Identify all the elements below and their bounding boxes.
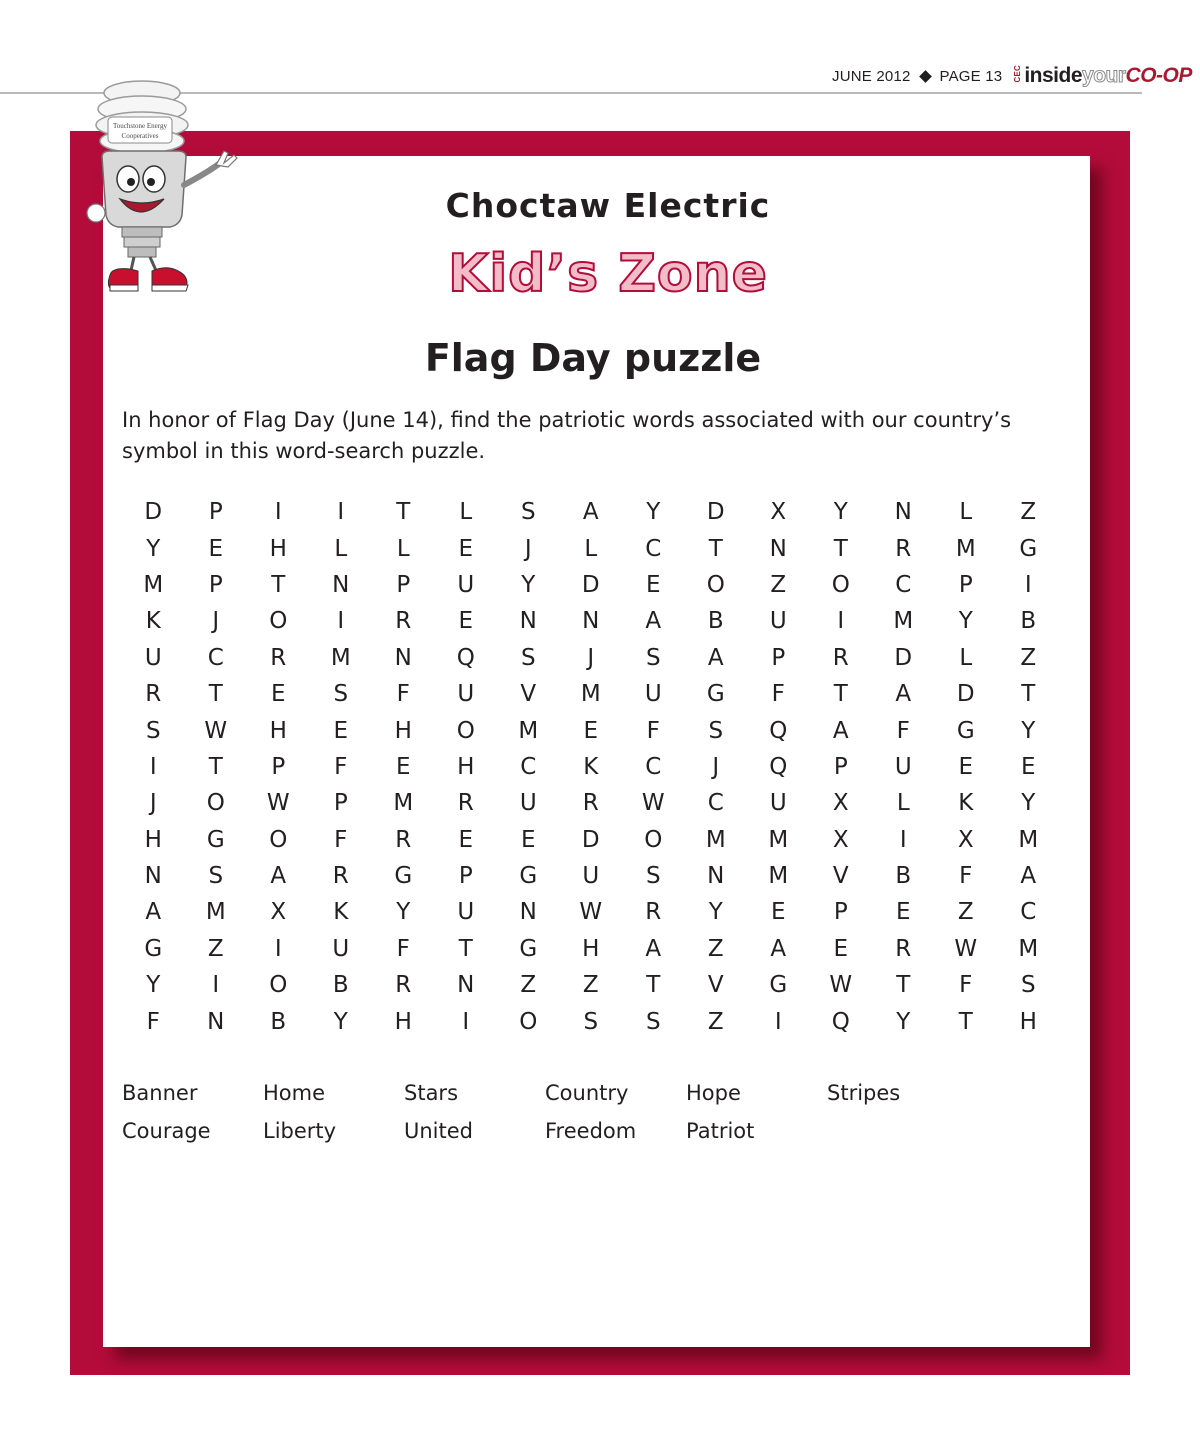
grid-letter: X xyxy=(270,899,287,926)
grid-letter: D xyxy=(956,681,975,708)
grid-letter: M xyxy=(580,681,601,708)
grid-letter: Y xyxy=(1021,790,1036,817)
grid-letter: W xyxy=(954,935,978,962)
grid-letter: Y xyxy=(396,899,411,926)
word-list-item: Stars xyxy=(404,1081,459,1105)
grid-letter: S xyxy=(645,644,661,671)
grid-letter: E xyxy=(1020,753,1036,780)
grid-letter: U xyxy=(769,790,787,817)
grid-letter: T xyxy=(896,972,911,999)
grid-letter: W xyxy=(266,790,290,817)
grid-letter: U xyxy=(457,571,475,598)
grid-letter: B xyxy=(1020,608,1037,635)
grid-letter: E xyxy=(458,535,474,562)
logo-cec: CEC xyxy=(1013,64,1023,82)
grid-letter: S xyxy=(645,863,661,890)
grid-letter: I xyxy=(212,972,220,999)
lightbulb-mascot-icon xyxy=(80,75,240,310)
grid-letter: Y xyxy=(646,499,661,526)
grid-letter: C xyxy=(707,790,724,817)
grid-letter: H xyxy=(457,753,475,780)
grid-letter: N xyxy=(519,899,537,926)
word-list-item: Hope xyxy=(686,1081,741,1105)
grid-letter: G xyxy=(144,935,163,962)
word-list-item: United xyxy=(404,1119,473,1143)
grid-letter: D xyxy=(706,499,725,526)
grid-letter: N xyxy=(707,863,725,890)
grid-letter: Y xyxy=(896,1008,911,1035)
grid-letter: E xyxy=(458,608,474,635)
grid-letter: T xyxy=(833,681,848,708)
grid-letter: M xyxy=(705,826,726,853)
grid-letter: J xyxy=(712,753,720,780)
grid-letter: X xyxy=(957,826,974,853)
grid-letter: O xyxy=(206,790,225,817)
grid-letter: E xyxy=(520,826,536,853)
grid-letter: S xyxy=(583,1008,599,1035)
grid-letter: O xyxy=(456,717,475,744)
grid-letter: V xyxy=(707,972,724,999)
grid-letter: E xyxy=(583,717,599,744)
grid-letter: P xyxy=(833,899,848,926)
grid-letter: M xyxy=(330,644,351,671)
grid-letter: R xyxy=(145,681,162,708)
grid-letter: H xyxy=(269,717,287,744)
grid-letter: G xyxy=(519,935,538,962)
grid-letter: K xyxy=(583,753,599,780)
grid-letter: B xyxy=(707,608,724,635)
grid-letter: K xyxy=(145,608,161,635)
grid-letter: T xyxy=(271,571,286,598)
grid-letter: C xyxy=(895,571,912,598)
diamond-icon xyxy=(919,70,932,83)
grid-letter: G xyxy=(206,826,225,853)
grid-letter: F xyxy=(396,935,410,962)
grid-letter: O xyxy=(644,826,663,853)
grid-letter: Y xyxy=(708,899,723,926)
grid-letter: U xyxy=(457,899,475,926)
grid-letter: L xyxy=(959,644,973,671)
grid-letter: R xyxy=(270,644,287,671)
word-list-item: Country xyxy=(545,1081,629,1105)
grid-letter: Z xyxy=(770,571,787,598)
grid-letter: H xyxy=(1019,1008,1037,1035)
grid-letter: M xyxy=(1018,826,1039,853)
grid-letter: M xyxy=(768,826,789,853)
grid-letter: O xyxy=(831,571,850,598)
grid-letter: P xyxy=(958,571,973,598)
grid-letter: H xyxy=(269,535,287,562)
word-search-grid xyxy=(122,494,1060,1040)
grid-letter: S xyxy=(520,644,536,671)
grid-letter: J xyxy=(524,535,532,562)
grid-letter: F xyxy=(334,753,348,780)
grid-letter: U xyxy=(457,681,475,708)
grid-letter: N xyxy=(332,571,350,598)
grid-letter: R xyxy=(395,608,412,635)
mascot-brand-line2: Cooperatives xyxy=(121,132,159,140)
grid-letter: L xyxy=(896,790,910,817)
grid-letter: N xyxy=(144,863,162,890)
grid-letter: E xyxy=(895,899,911,926)
grid-letter: A xyxy=(145,899,162,926)
grid-letter: I xyxy=(774,1008,782,1035)
grid-letter: E xyxy=(395,753,411,780)
grid-letter: N xyxy=(394,644,412,671)
grid-letter: M xyxy=(768,863,789,890)
grid-letter: M xyxy=(205,899,226,926)
grid-letter: F xyxy=(396,681,410,708)
grid-letter: Z xyxy=(520,972,537,999)
grid-letter: Z xyxy=(707,935,724,962)
grid-letter: E xyxy=(645,571,661,598)
logo-coop: CO-OP xyxy=(1125,64,1192,87)
grid-letter: B xyxy=(270,1008,287,1035)
grid-letter: M xyxy=(1018,935,1039,962)
grid-letter: C xyxy=(645,535,662,562)
grid-letter: G xyxy=(706,681,725,708)
grid-letter: I xyxy=(337,499,345,526)
grid-letter: I xyxy=(337,608,345,635)
grid-letter: Q xyxy=(831,1008,850,1035)
grid-letter: T xyxy=(833,535,848,562)
grid-letter: F xyxy=(896,717,910,744)
grid-letter: D xyxy=(894,644,913,671)
grid-letter: F xyxy=(959,972,973,999)
grid-letter: M xyxy=(893,608,914,635)
word-list-item: Patriot xyxy=(686,1119,755,1143)
logo-your: your xyxy=(1082,64,1126,87)
publication-logo xyxy=(1014,64,1192,88)
grid-letter: I xyxy=(1024,571,1032,598)
grid-letter: S xyxy=(1020,972,1036,999)
grid-letter: J xyxy=(587,644,595,671)
grid-letter: A xyxy=(270,863,287,890)
grid-letter: A xyxy=(770,935,787,962)
grid-letter: Y xyxy=(1021,717,1036,744)
grid-letter: S xyxy=(145,717,161,744)
grid-letter: Q xyxy=(769,717,788,744)
word-list-item: Home xyxy=(263,1081,326,1105)
grid-letter: O xyxy=(269,972,288,999)
page-header xyxy=(832,64,1192,88)
grid-letter: N xyxy=(519,608,537,635)
grid-letter: A xyxy=(582,499,599,526)
grid-letter: R xyxy=(457,790,474,817)
grid-letter: V xyxy=(832,863,849,890)
grid-letter: R xyxy=(895,935,912,962)
word-list-item: Freedom xyxy=(545,1119,637,1143)
grid-letter: I xyxy=(274,499,282,526)
grid-letter: T xyxy=(208,681,223,708)
grid-letter: T xyxy=(458,935,473,962)
grid-letter: L xyxy=(459,499,473,526)
grid-letter: T xyxy=(396,499,411,526)
grid-letter: P xyxy=(208,499,223,526)
grid-letter: Z xyxy=(1020,644,1037,671)
grid-letter: T xyxy=(646,972,661,999)
grid-letter: A xyxy=(707,644,724,671)
grid-letter: Y xyxy=(333,1008,348,1035)
grid-letter: H xyxy=(394,1008,412,1035)
grid-letter: B xyxy=(895,863,912,890)
grid-letter: D xyxy=(581,826,600,853)
grid-letter: A xyxy=(895,681,912,708)
grid-letter: E xyxy=(958,753,974,780)
grid-letter: D xyxy=(581,571,600,598)
logo-inside: inside xyxy=(1024,64,1083,87)
grid-letter: S xyxy=(645,1008,661,1035)
grid-letter: O xyxy=(269,826,288,853)
grid-letter: C xyxy=(520,753,537,780)
grid-letter: I xyxy=(462,1008,470,1035)
grid-letter: U xyxy=(144,644,162,671)
grid-letter: U xyxy=(582,863,600,890)
issue-date: JUNE 2012 xyxy=(832,67,911,85)
grid-letter: R xyxy=(895,535,912,562)
grid-letter: M xyxy=(143,571,164,598)
grid-letter: U xyxy=(644,681,662,708)
grid-letter: X xyxy=(832,790,849,817)
cooperative-name: Choctaw Electric xyxy=(445,186,771,225)
grid-letter: F xyxy=(959,863,973,890)
grid-letter: E xyxy=(458,826,474,853)
grid-letter: X xyxy=(770,499,787,526)
grid-letter: P xyxy=(833,753,848,780)
grid-letter: U xyxy=(769,608,787,635)
grid-letter: W xyxy=(579,899,603,926)
grid-letter: L xyxy=(584,535,598,562)
grid-letter: W xyxy=(204,717,228,744)
grid-letter: Z xyxy=(957,899,974,926)
grid-letter: F xyxy=(146,1008,160,1035)
grid-letter: L xyxy=(396,535,410,562)
grid-letter: A xyxy=(832,717,849,744)
grid-letter: L xyxy=(334,535,348,562)
word-list-item: Courage xyxy=(122,1119,211,1143)
grid-letter: E xyxy=(208,535,224,562)
grid-letter: P xyxy=(396,571,411,598)
grid-letter: I xyxy=(149,753,157,780)
grid-letter: W xyxy=(829,972,853,999)
grid-letter: T xyxy=(708,535,723,562)
grid-letter: M xyxy=(393,790,414,817)
grid-letter: D xyxy=(144,499,163,526)
word-list-item: Stripes xyxy=(827,1081,901,1105)
grid-letter: M xyxy=(955,535,976,562)
grid-letter: A xyxy=(645,935,662,962)
grid-letter: I xyxy=(837,608,845,635)
grid-letter: Y xyxy=(146,972,161,999)
grid-letter: K xyxy=(333,899,349,926)
grid-letter: E xyxy=(333,717,349,744)
grid-letter: E xyxy=(833,935,849,962)
grid-letter: X xyxy=(832,826,849,853)
grid-letter: C xyxy=(645,753,662,780)
grid-letter: N xyxy=(207,1008,225,1035)
grid-letter: Y xyxy=(833,499,848,526)
grid-letter: R xyxy=(645,899,662,926)
mascot-brand-line1: Touchstone Energy xyxy=(112,122,168,130)
grid-letter: G xyxy=(394,863,413,890)
grid-letter: P xyxy=(333,790,348,817)
grid-letter: R xyxy=(832,644,849,671)
grid-letter: O xyxy=(706,571,725,598)
grid-letter: Y xyxy=(146,535,161,562)
grid-letter: P xyxy=(771,644,786,671)
grid-letter: I xyxy=(274,935,282,962)
grid-letter: G xyxy=(769,972,788,999)
grid-letter: N xyxy=(582,608,600,635)
grid-letter: F xyxy=(771,681,785,708)
grid-letter: J xyxy=(149,790,157,817)
puzzle-title: Flag Day puzzle xyxy=(424,336,762,380)
grid-letter: R xyxy=(582,790,599,817)
grid-letter: S xyxy=(333,681,349,708)
grid-letter: O xyxy=(269,608,288,635)
page-number: PAGE 13 xyxy=(939,67,1003,85)
grid-letter: Z xyxy=(1020,499,1037,526)
grid-letter: R xyxy=(395,826,412,853)
grid-letter: P xyxy=(208,571,223,598)
grid-letter: U xyxy=(332,935,350,962)
grid-letter: Z xyxy=(582,972,599,999)
grid-letter: T xyxy=(1021,681,1036,708)
grid-letter: C xyxy=(207,644,224,671)
grid-letter: H xyxy=(582,935,600,962)
grid-letter: A xyxy=(645,608,662,635)
grid-letter: A xyxy=(1020,863,1037,890)
grid-letter: J xyxy=(212,608,220,635)
grid-letter: N xyxy=(457,972,475,999)
grid-letter: K xyxy=(958,790,974,817)
grid-letter: M xyxy=(518,717,539,744)
grid-letter: S xyxy=(208,863,224,890)
grid-letter: B xyxy=(332,972,349,999)
grid-letter: N xyxy=(894,499,912,526)
grid-letter: V xyxy=(520,681,537,708)
grid-letter: Y xyxy=(521,571,536,598)
grid-letter: R xyxy=(332,863,349,890)
grid-letter: P xyxy=(271,753,286,780)
grid-letter: G xyxy=(956,717,975,744)
grid-letter: H xyxy=(144,826,162,853)
puzzle-intro: In honor of Flag Day (June 14), find the patriotic words associated with our country’s symbol in this word-search puzzle. xyxy=(122,408,1012,463)
grid-letter: C xyxy=(1020,899,1037,926)
grid-letter: Q xyxy=(456,644,475,671)
grid-letter: S xyxy=(520,499,536,526)
grid-letter: T xyxy=(208,753,223,780)
word-list-item: Banner xyxy=(122,1081,198,1105)
grid-letter: F xyxy=(646,717,660,744)
kids-zone-title: Kid’s Zone xyxy=(448,244,768,304)
grid-letter: Z xyxy=(707,1008,724,1035)
grid-letter: E xyxy=(770,899,786,926)
grid-letter: L xyxy=(959,499,973,526)
grid-letter: Z xyxy=(207,935,224,962)
grid-letter: W xyxy=(641,790,665,817)
grid-letter: I xyxy=(899,826,907,853)
grid-letter: Q xyxy=(769,753,788,780)
grid-letter: R xyxy=(395,972,412,999)
grid-letter: G xyxy=(1019,535,1038,562)
grid-letter: G xyxy=(519,863,538,890)
grid-letter: Y xyxy=(958,608,973,635)
word-list xyxy=(122,1074,1002,1150)
grid-letter: T xyxy=(958,1008,973,1035)
grid-letter: F xyxy=(334,826,348,853)
grid-letter: H xyxy=(394,717,412,744)
grid-letter: U xyxy=(894,753,912,780)
word-list-item: Liberty xyxy=(263,1119,337,1143)
grid-letter: P xyxy=(458,863,473,890)
grid-letter: E xyxy=(270,681,286,708)
grid-letter: U xyxy=(519,790,537,817)
grid-letter: S xyxy=(708,717,724,744)
grid-letter: N xyxy=(769,535,787,562)
grid-letter: O xyxy=(519,1008,538,1035)
